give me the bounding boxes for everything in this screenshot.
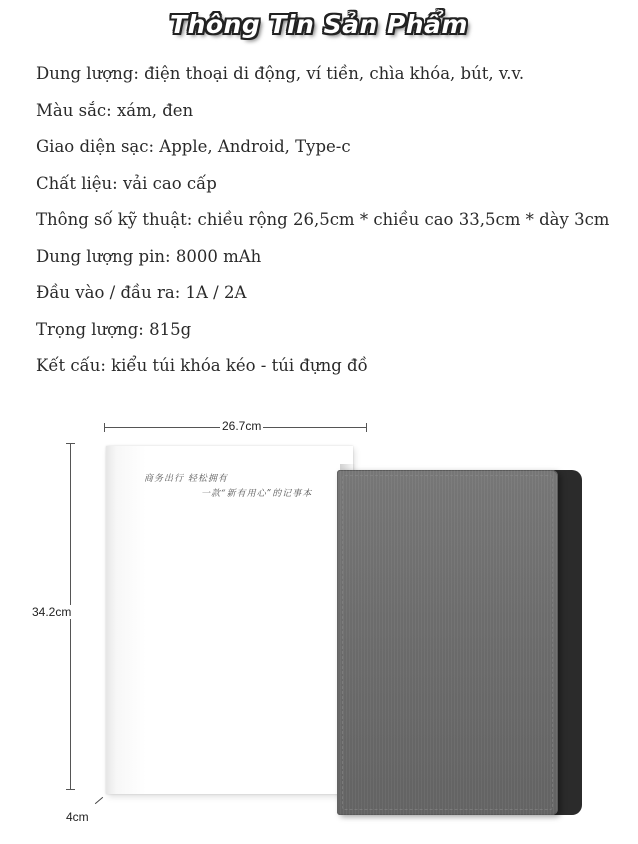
gift-box [106,446,353,794]
depth-dimension-line [95,797,103,804]
spec-color: Màu sắc: xám, đen [36,100,194,120]
box-text-line1: 商务出行 轻松拥有 [144,474,228,484]
width-label: 26.7cm [222,419,262,433]
spec-capacity: Dung lượng: điện thoại di động, ví tiền, chìa khóa, bút, v.v. [36,64,525,83]
width-dimension-cap-left [104,423,105,432]
spec-structure: Kết cấu: kiểu túi khóa kéo - túi đựng đồ [36,356,368,375]
depth-label: 4cm [66,810,89,824]
spec-dimensions: Thông số kỹ thuật: chiều rộng 26,5cm * chiều cao 33,5cm * dày 3cm [36,210,610,229]
portfolio [337,470,558,815]
height-label: 34.2cm [32,605,72,619]
spec-charging-interface: Giao diện sạc: Apple, Android, Type-c [36,137,351,156]
height-dimension-cap-top [66,443,75,444]
height-dimension-cap-bottom [66,789,75,790]
spec-material: Chất liệu: vải cao cấp [36,173,217,193]
spec-weight: Trọng lượng: 815g [36,319,192,339]
portfolio-fabric-texture [337,470,558,815]
spec-input-output: Đầu vào / đầu ra: 1A / 2A [36,283,247,302]
width-dimension-cap-right [366,423,367,432]
spec-battery: Dung lượng pin: 8000 mAh [36,246,262,266]
box-text-line2: 一款“新有用心”的记事本 [201,489,313,499]
spec-list [36,62,609,391]
page-title: Thông Tin Sản Phẩm [170,10,468,39]
